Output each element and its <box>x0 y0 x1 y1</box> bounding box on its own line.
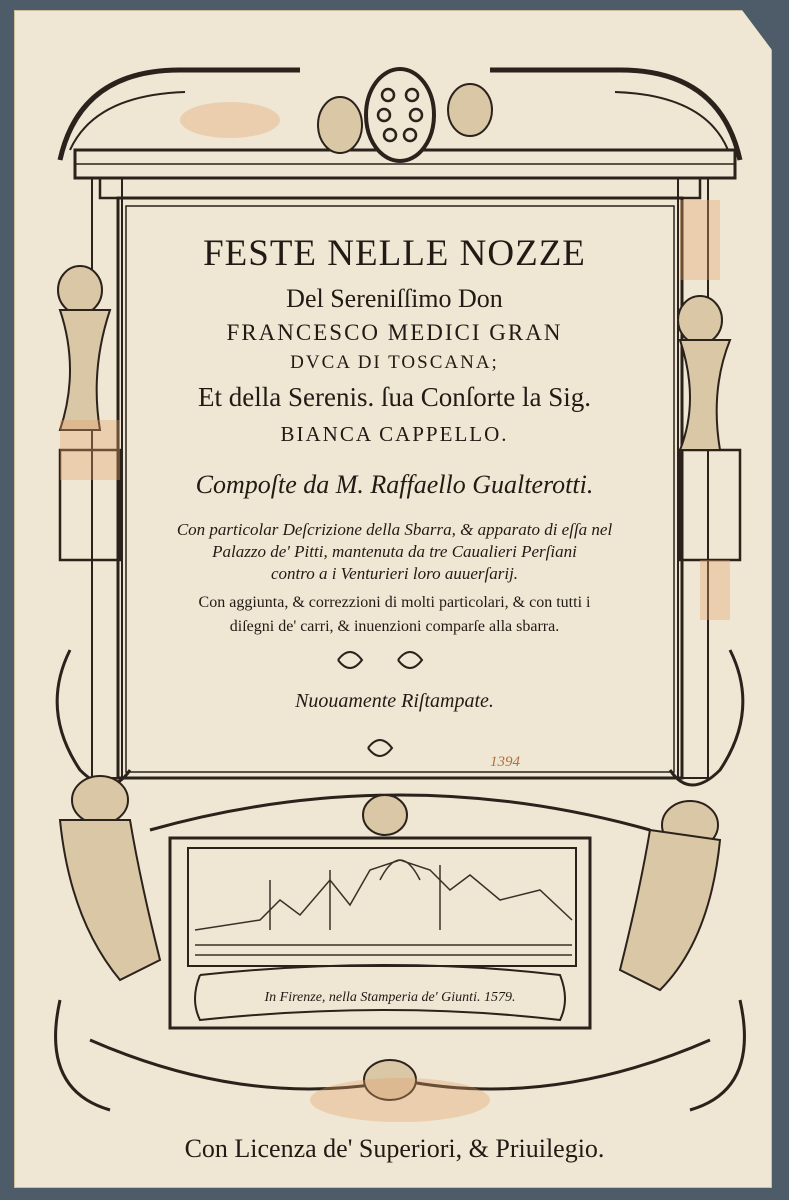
title-line-2: Del Sereniſſimo Don <box>286 284 503 313</box>
license-line: Con Licenza de' Superiori, & Priuilegio. <box>184 1134 605 1163</box>
imprint-line: In Firenze, nella Stamperia de' Giunti. 1579. <box>264 990 516 1005</box>
title-line-6: BIANCA CAPPELLO. <box>280 422 509 446</box>
title-line-3: FRANCESCO MEDICI GRAN <box>226 320 563 345</box>
description-line-3: contro a i Venturieri loro auuerſarij. <box>270 564 519 583</box>
description-line-1: Con particolar Deſcrizione della Sbarra, & apparato di eſſa nel <box>176 520 613 539</box>
author-line: Compoſte da M. Raffaello Gualterotti. <box>195 470 594 499</box>
handwritten-number: 1394 <box>490 754 520 770</box>
addition-line-1: Con aggiunta, & correzzioni di molti particolari, & con tutti i <box>198 594 591 611</box>
addition-line-2: diſegni de' carri, & inuenzioni comparſe alla sbarra. <box>229 618 560 635</box>
title-line-5: Et della Serenis. ſua Conſorte la Sig. <box>198 382 591 412</box>
reprint-line: Nuouamente Riſtampate. <box>295 690 494 712</box>
title-line-1: FESTE NELLE NOZZE <box>203 233 586 274</box>
title-line-4: DVCA DI TOSCANA; <box>290 352 499 373</box>
description-line-2: Palazzo de' Pitti, mantenuta da tre Caualieri Perſiani <box>212 542 577 561</box>
